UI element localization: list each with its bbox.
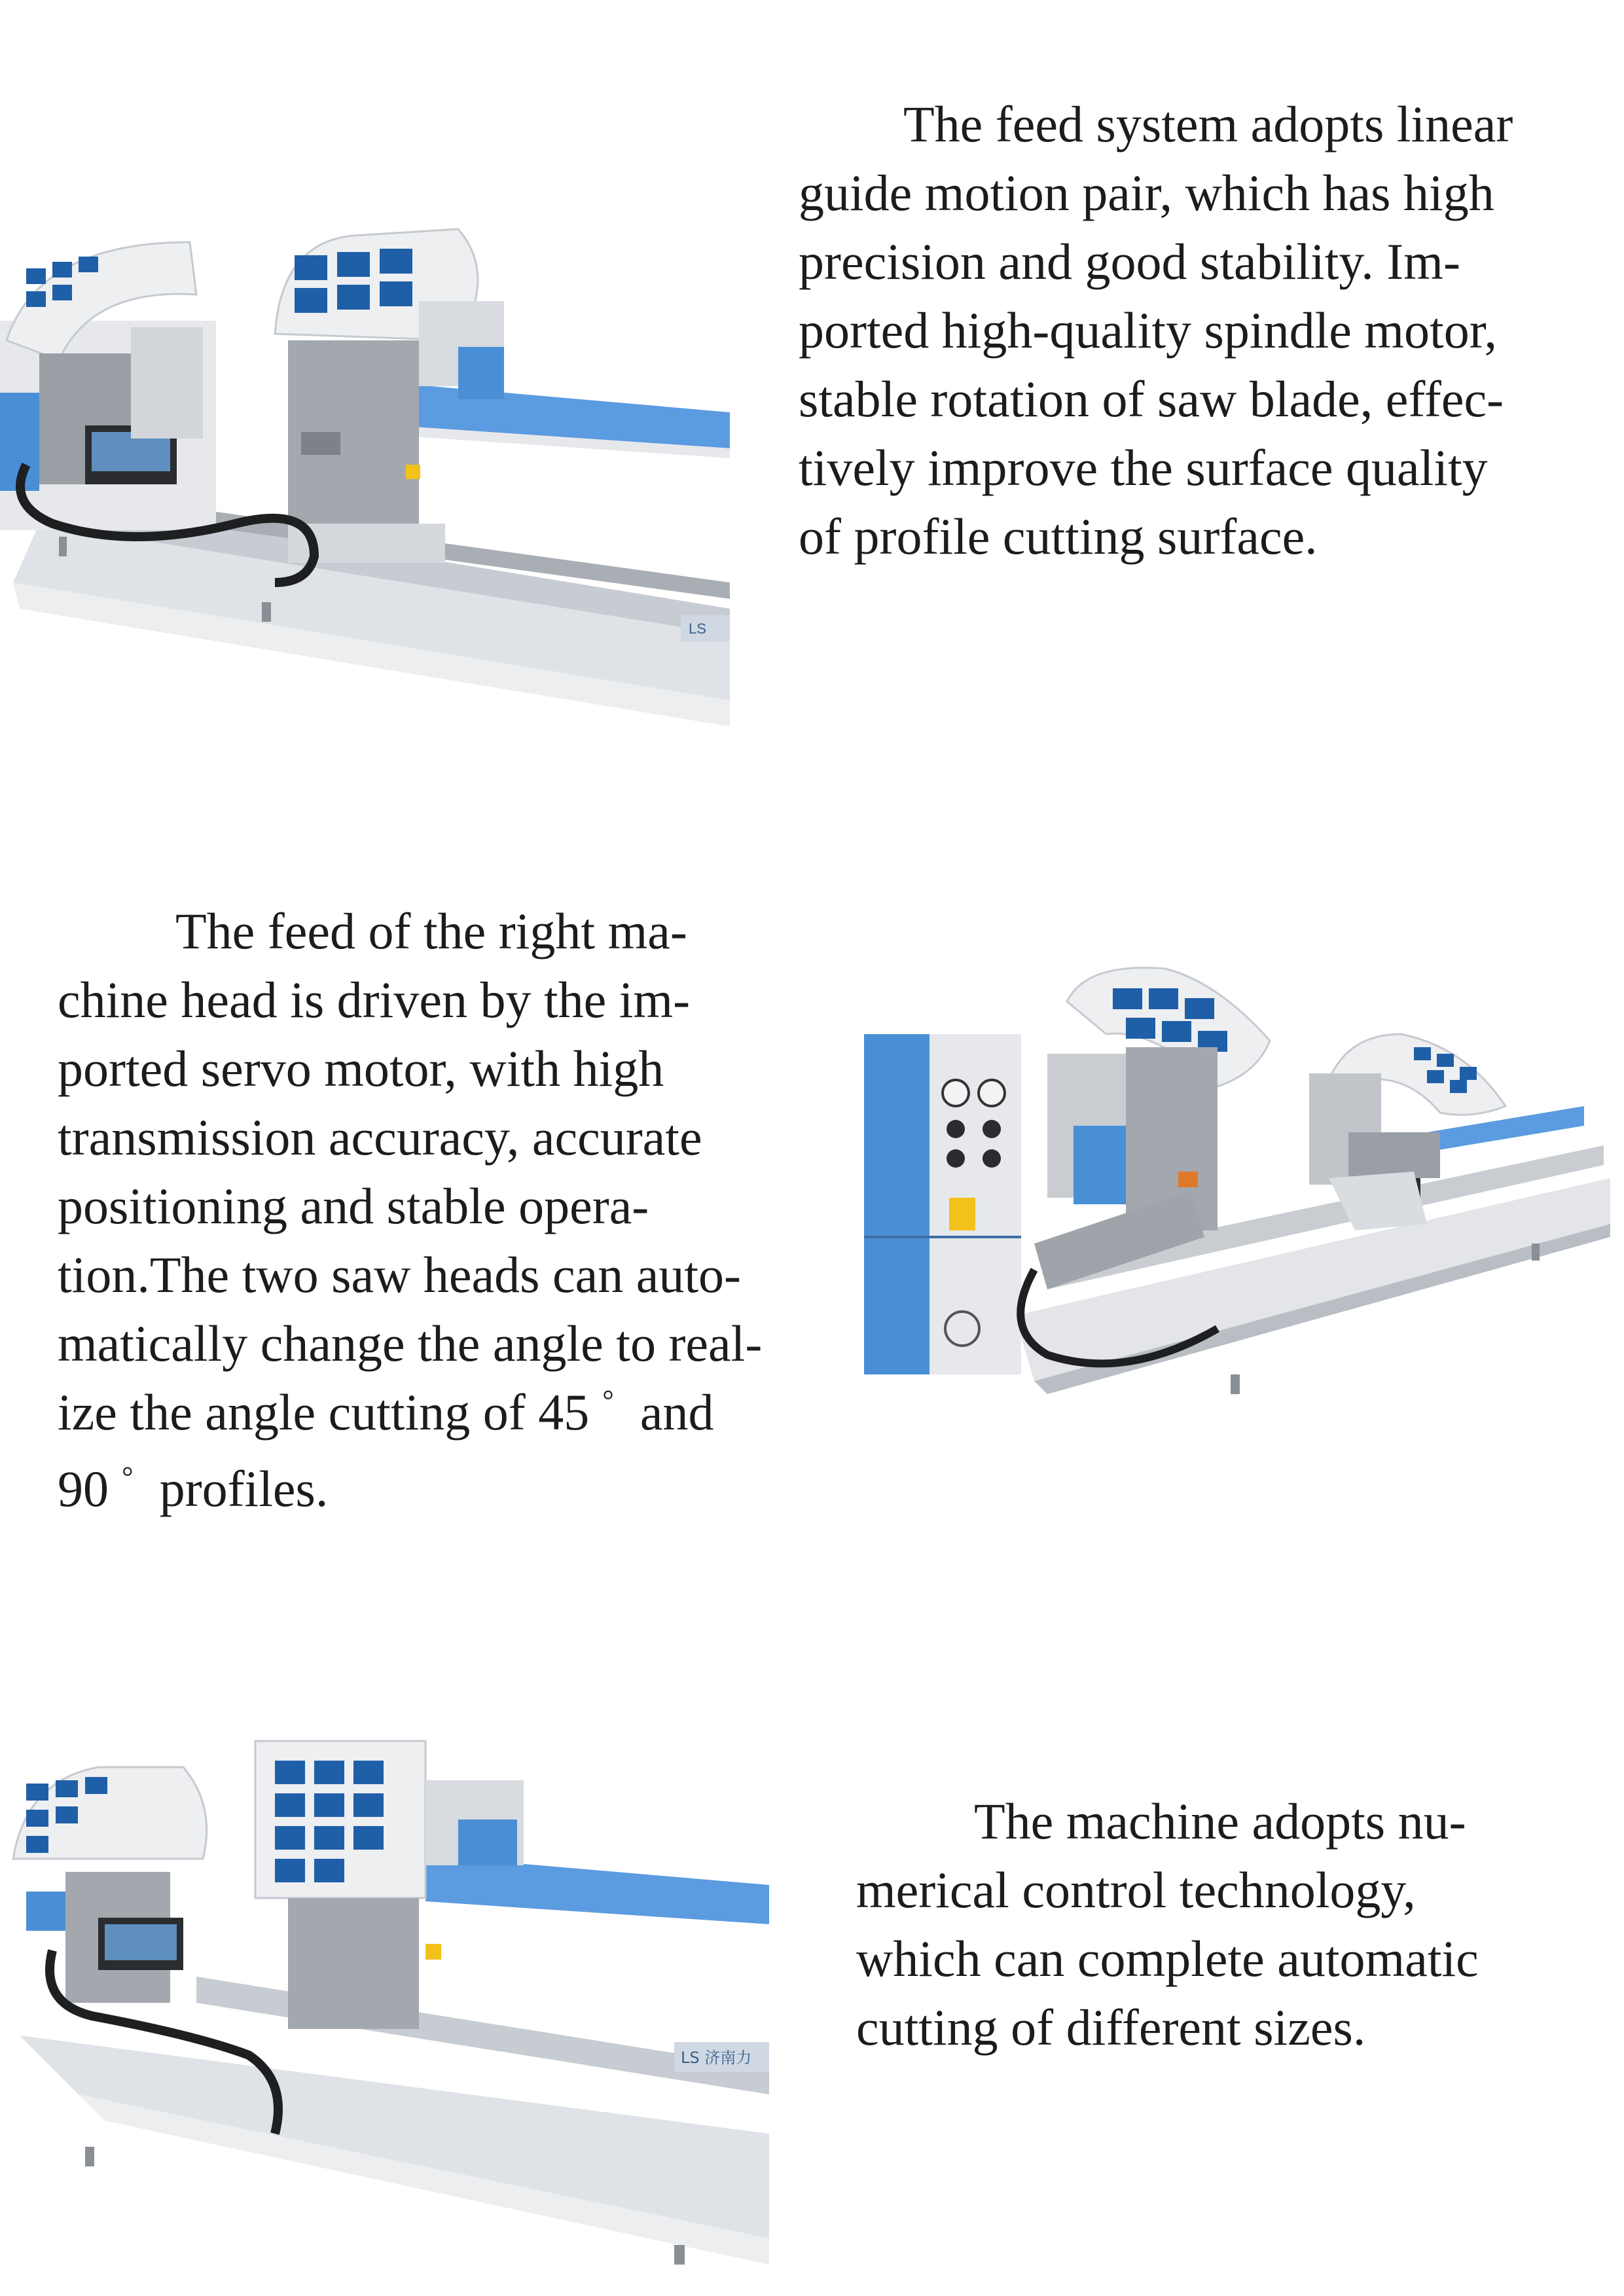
- s1-line-3: precision and good stability. Im-: [799, 233, 1460, 290]
- s1-line-2: guide motion pair, which has high: [799, 164, 1494, 221]
- s2-line-7: matically change the angle to real-: [58, 1315, 763, 1372]
- s1-line-5: stable rotation of saw blade, effec-: [799, 370, 1504, 427]
- s3-line-2: merical control technology,: [856, 1861, 1416, 1918]
- machine-photo-1-drawing: [0, 216, 730, 726]
- machine-photo-3: [0, 1728, 769, 2265]
- s2-line-8-suffix: and: [640, 1384, 714, 1441]
- s2-line-4: transmission accuracy, accurate: [58, 1109, 702, 1166]
- s1-line-6: tively improve the surface quality: [799, 439, 1488, 496]
- s3-line-1: The machine adopts nu-: [974, 1793, 1466, 1850]
- s2-line-5: positioning and stable opera-: [58, 1177, 649, 1234]
- s1-line-1: The feed system adopts linear: [903, 96, 1513, 152]
- s2-line-8: [58, 1378, 843, 1454]
- machine-plate-text-3: LS 济南力: [681, 2049, 752, 2067]
- machine-plate-text-1: LS: [689, 620, 706, 637]
- s1-line-7: of profile cutting surface.: [799, 508, 1318, 565]
- section-3-text: [856, 1787, 1609, 2062]
- s2-line-1: The feed of the right ma-: [175, 903, 687, 960]
- s2-line-9: [58, 1454, 843, 1531]
- s3-line-4: cutting of different sizes.: [856, 1999, 1366, 2056]
- machine-photo-1: [0, 216, 730, 726]
- degree-symbol-2: °: [122, 1461, 134, 1493]
- section-1-text: [799, 90, 1571, 571]
- s1-line-4: ported high-quality spindle motor,: [799, 302, 1498, 359]
- s2-line-3: ported servo motor, with high: [58, 1040, 664, 1097]
- s2-line-2: chine head is driven by the im-: [58, 971, 691, 1028]
- s3-line-3: which can complete automatic: [856, 1930, 1479, 1987]
- s2-line-9-prefix: 90: [58, 1460, 109, 1517]
- machine-photo-2: [851, 962, 1617, 1433]
- s2-line-6: tion.The two saw heads can auto-: [58, 1246, 742, 1303]
- machine-photo-3-drawing: [0, 1728, 769, 2265]
- s2-line-8-prefix: ize the angle cutting of 45: [58, 1384, 590, 1441]
- section-2-text: [58, 897, 843, 1531]
- s2-line-9-suffix: profiles.: [159, 1460, 329, 1517]
- degree-symbol-1: °: [602, 1384, 614, 1416]
- machine-photo-2-drawing: [851, 962, 1617, 1433]
